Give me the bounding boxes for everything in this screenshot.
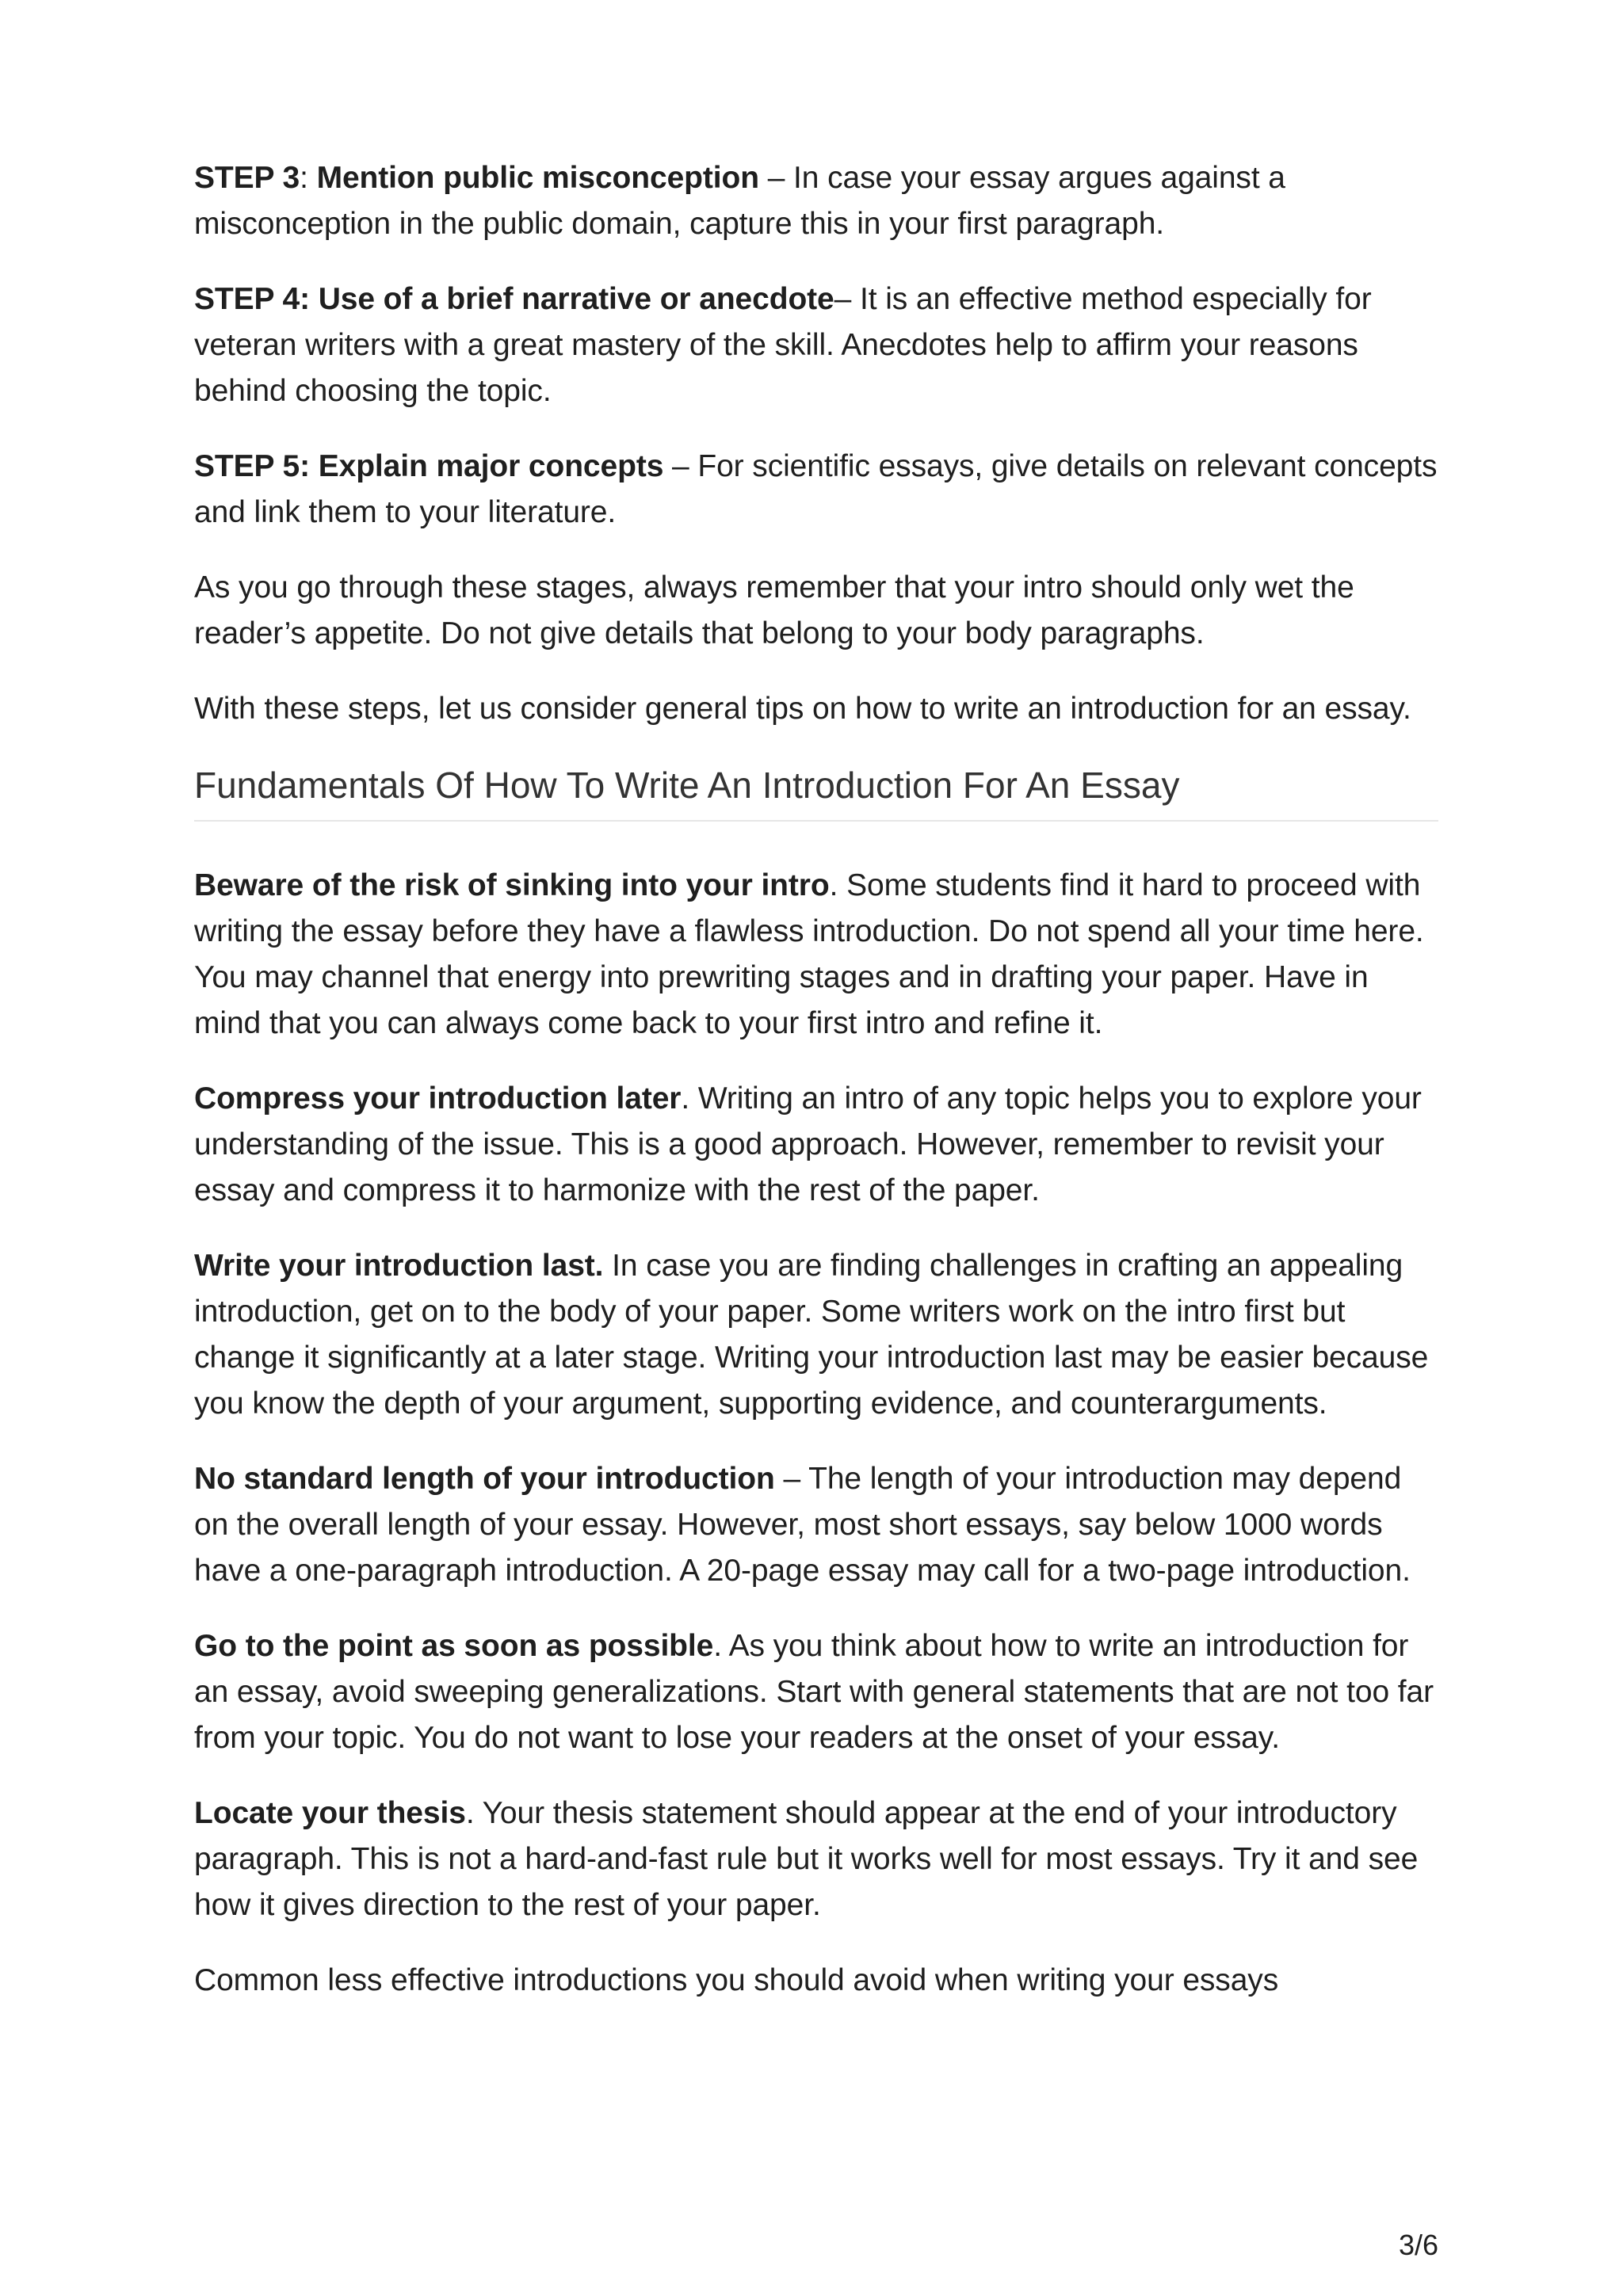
step-3-text: – In case your essay argues against a misconception in the public domain, capture this in your first paragraph. [194,161,1285,241]
tip-point-title: Go to the point as soon as possible [194,1629,714,1663]
step-4-text: – It is an effective method especially for veteran writers with a great mastery of the skill. Anecdotes help to affirm your reasons behind choosing the topic. [194,282,1372,408]
tip-sinking-intro-text: . Some students find it hard to proceed with writing the essay before they have a flawless introduction. Do not spend all your time here. You may channel that energy into prewriting stages and in drafting your paper. Have in mind that you can always come back to your first intro and refine it. [194,868,1424,1040]
step-3-title: Mention public misconception [316,161,759,195]
tip-write-last-title: Write your introduction last. [194,1249,604,1283]
tip-length-text: – The length of your introduction may depend on the overall length of your essay. However, most short essays, say below 1000 words have a one-paragraph introduction. A 20-page essay may call for a two-page introduction. [194,1462,1411,1588]
tip-length-paragraph [194,1456,1438,1594]
step-5-paragraph [194,444,1438,536]
section-heading: Fundamentals Of How To Write An Introduction For An Essay [194,761,1438,822]
tip-point-paragraph [194,1623,1438,1761]
closing-paragraph: Common less effective introductions you should avoid when writing your essays [194,1963,1279,1997]
step-5-text: – For scientific essays, give details on relevant concepts and link them to your literature. [194,449,1438,529]
tip-compress-title: Compress your introduction later [194,1081,682,1116]
tip-sinking-intro-title: Beware of the risk of sinking into your intro [194,868,830,902]
tip-thesis-paragraph [194,1791,1438,1928]
step-4-title: STEP 4: Use of a brief narrative or anecdote [194,282,834,316]
step-3-paragraph [194,155,1438,247]
tip-sinking-intro-paragraph [194,863,1438,1047]
tip-length-title: No standard length of your introduction [194,1462,775,1496]
page-content [194,155,1438,2033]
stages-reminder-paragraph: As you go through these stages, always remember that your intro should only wet the reader’s appetite. Do not give details that belong to your body paragraphs. [194,570,1354,650]
tip-thesis-text: . Your thesis statement should appear at the end of your introductory paragraph. This is not a hard-and-fast rule but it works well for most essays. Try it and see how it gives direction to the rest of your paper. [194,1796,1419,1922]
tip-point-text: . As you think about how to write an introduction for an essay, avoid sweeping generalizations. Start with general statements that are not too far from your topic. You do not want to lose your readers at the onset of your essay. [194,1629,1434,1755]
tip-write-last-text: In case you are finding challenges in crafting an appealing introduction, get on to the body of your paper. Some writers work on the intro first but change it significantly at a later stage. Writing your introduction last may be easier because you know the depth of your argument, supporting evidence, and counterarguments. [194,1249,1429,1421]
step-3-label: STEP 3 [194,161,300,195]
tip-compress-paragraph [194,1076,1438,1214]
page-number: 3/6 [1398,2229,1438,2261]
tip-thesis-title: Locate your thesis [194,1796,466,1830]
transition-paragraph: With these steps, let us consider general tips on how to write an introduction for an essay. [194,692,1411,726]
step-4-paragraph [194,277,1438,414]
step-3-separator: : [300,161,317,195]
tip-compress-text: . Writing an intro of any topic helps you to explore your understanding of the issue. This is a good approach. However, remember to revisit your essay and compress it to harmonize with the rest of the paper. [194,1081,1422,1207]
tip-write-last-paragraph [194,1243,1438,1427]
step-5-title: STEP 5: Explain major concepts [194,449,664,483]
